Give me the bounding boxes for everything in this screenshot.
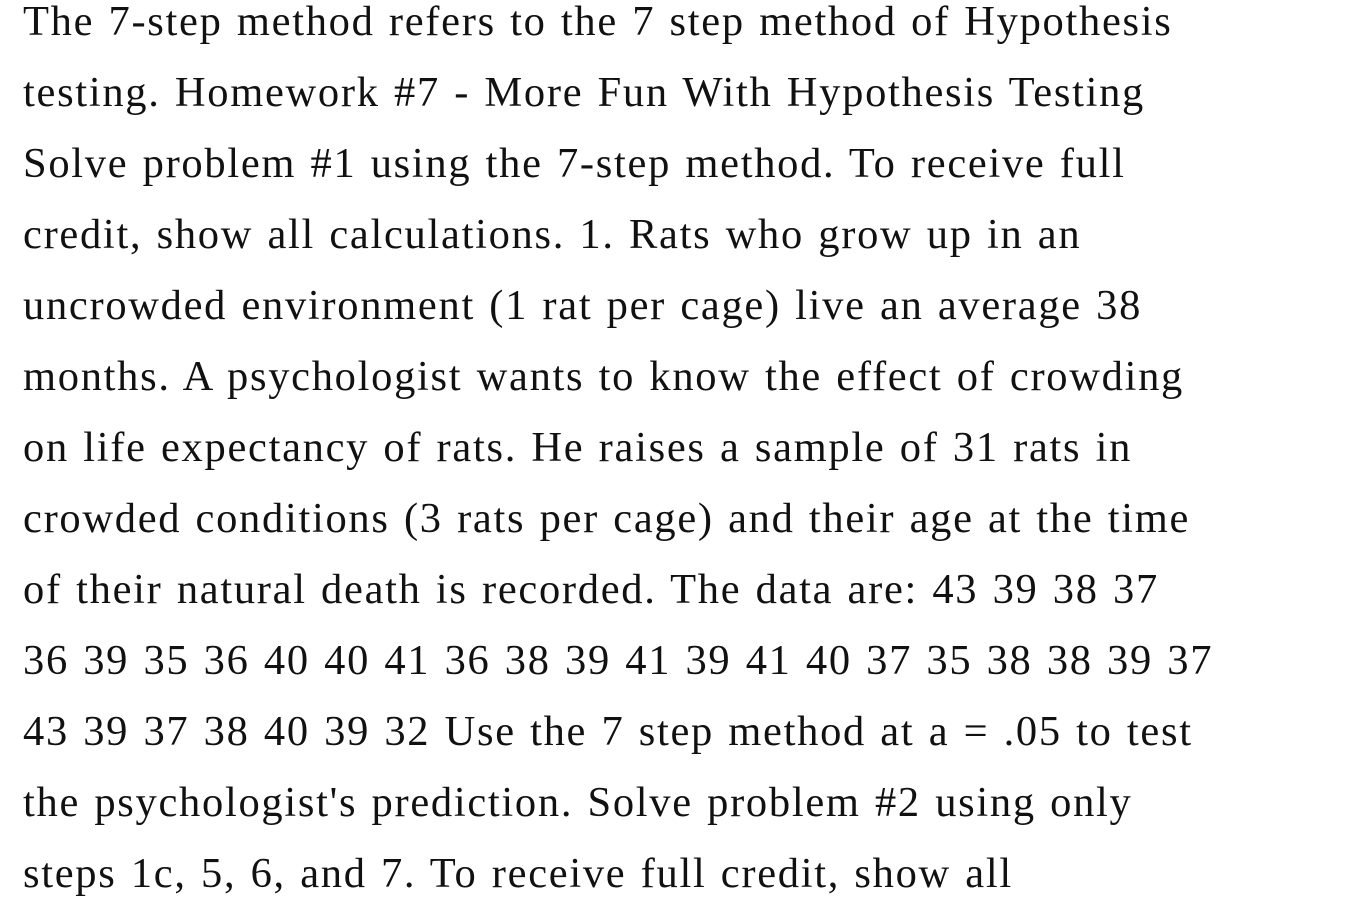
text-line: uncrowded environment (1 rat per cage) live an average 38 xyxy=(23,282,1143,329)
text-line: months. A psychologist wants to know the effect of crowding xyxy=(23,353,1185,400)
text-line: crowded conditions (3 rats per cage) and their age at the time xyxy=(23,495,1191,542)
text-line: The 7-step method refers to the 7 step method of Hypothesis xyxy=(23,0,1173,45)
text-line: credit, show all calculations. 1. Rats who grow up in an xyxy=(23,211,1082,258)
text-line: 43 39 37 38 40 39 32 Use the 7 step method at a = .05 to test xyxy=(23,708,1193,755)
text-line: 36 39 35 36 40 40 41 36 38 39 41 39 41 40 37 35 38 38 39 37 xyxy=(23,637,1214,684)
text-line: steps 1c, 5, 6, and 7. To receive full credit, show all xyxy=(23,850,1013,897)
text-line: the psychologist's prediction. Solve problem #2 using only xyxy=(23,779,1133,826)
text-line: on life expectancy of rats. He raises a sample of 31 rats in xyxy=(23,424,1133,471)
text-line: of their natural death is recorded. The data are: 43 39 38 37 xyxy=(23,566,1159,613)
text-line: testing. Homework #7 - More Fun With Hypothesis Testing xyxy=(23,69,1146,116)
text-line: Solve problem #1 using the 7-step method. To receive full xyxy=(23,140,1126,187)
